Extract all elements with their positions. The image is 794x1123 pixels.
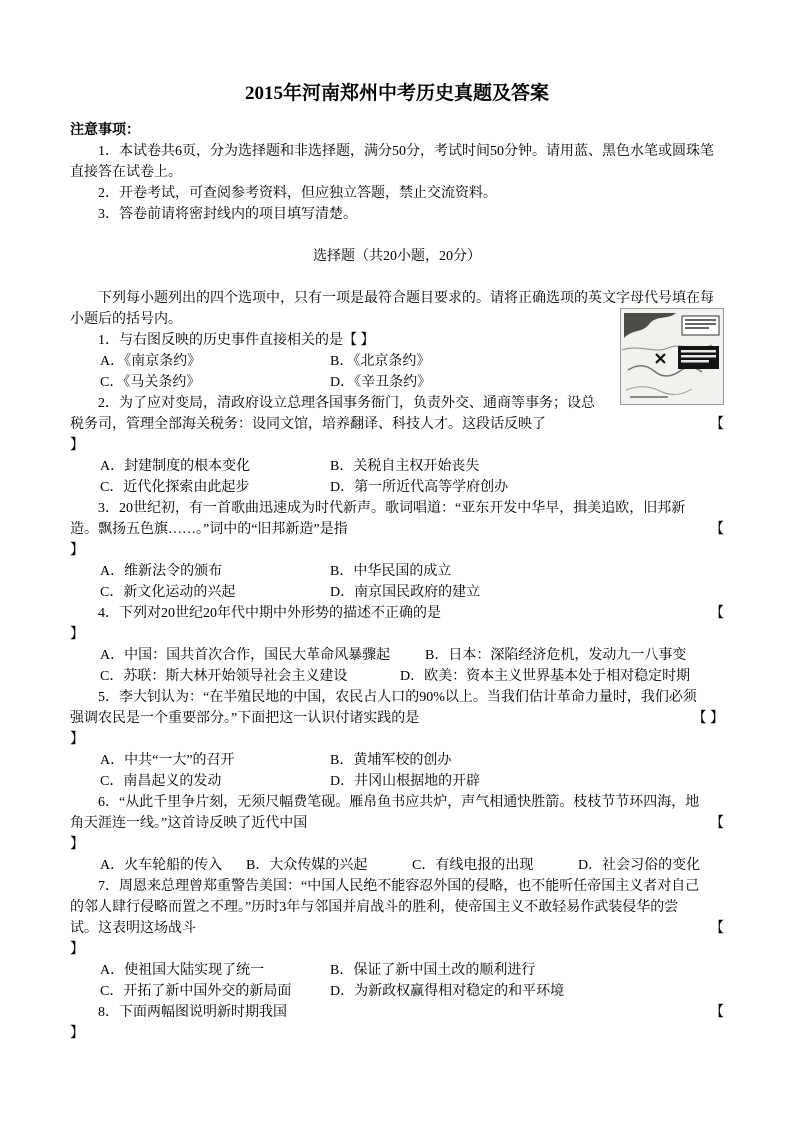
question-7 (70, 876, 724, 1002)
question-stem-text: 5．李大钊认为：“在半殖民地的中国，农民占人口的90%以上。当我们估计革命力量时，我们必须强调农民是一个重要部分。”下面把这一认识付诸实践的是 (70, 690, 697, 726)
option-d: D．井冈山根据地的开辟 (330, 774, 481, 789)
question-options-row (70, 477, 724, 498)
option-b: B．关税自主权开始丧失 (330, 459, 480, 474)
question-4 (70, 603, 724, 687)
map-image (620, 308, 724, 405)
notice-heading: 注意事项： (70, 123, 140, 138)
answer-bracket-open: 【 (710, 417, 724, 432)
question-5 (70, 687, 724, 792)
question-stem (70, 687, 724, 729)
question-stem-text: 2．为了应对变局，清政府设立总理各国事务衙门，负责外交、通商等事务；设总税务司，管理全部海关税务：设同文馆，培养翻译、科技人才。这段话反映了 (70, 396, 595, 432)
question-options-row (70, 561, 724, 582)
option-b: B．黄埔军校的创办 (330, 753, 452, 768)
answer-bracket-close: 】 (70, 837, 84, 852)
answer-bracket-close: 】 (70, 627, 84, 642)
section-intro: 下列每小题列出的四个选项中，只有一项是最符合题目要求的。请将正确选项的英文字母代号填在每小题后的括号内。 (70, 291, 714, 327)
answer-bracket-close: 】 (70, 942, 84, 957)
question-options-row (70, 582, 724, 603)
question-options-row (70, 960, 724, 981)
option-a: A．中共“一大”的召开 (100, 753, 235, 768)
option-a: A．使祖国大陆实现了统一 (100, 963, 265, 978)
question-stem (70, 792, 724, 834)
option-b: B．中华民国的成立 (330, 564, 452, 579)
answer-bracket-open: 【 (710, 522, 724, 537)
answer-bracket-close: 】 (70, 543, 84, 558)
answer-bracket-open: 【 (710, 606, 724, 621)
option-d: D．《辛丑条约》 (330, 375, 432, 390)
question-6 (70, 792, 724, 876)
question-options-row (70, 645, 724, 666)
question-stem (70, 603, 724, 624)
notice-item: 2．开卷考试，可查阅参考资料，但应独立答题，禁止交流资料。 (98, 186, 497, 201)
question-stem-text: 6．“从此千里争片刻，无须尺幅费笔砚。雁帛鱼书应共炉，声气相通快胜箭。枝枝节节环四海，地角天涯连一线。”这首诗反映了近代中国 (70, 795, 700, 831)
option-a: A．《南京条约》 (100, 354, 202, 369)
answer-bracket-open: 【 (710, 816, 724, 831)
answer-bracket-open: 【 (710, 921, 724, 936)
page-title: 2015年河南郑州中考历史真题及答案 (244, 83, 549, 104)
option-d: D．社会习俗的变化 (578, 858, 701, 873)
question-options-row (70, 855, 724, 876)
questions-block (70, 330, 724, 1044)
option-b: B．保证了新中国土改的顺利进行 (330, 963, 536, 978)
option-a: A．封建制度的根本变化 (100, 459, 251, 474)
option-c: C．新文化运动的兴起 (100, 585, 236, 600)
answer-bracket-open: 【 (710, 1005, 724, 1020)
option-c: C．近代化探索由此起步 (100, 480, 250, 495)
answer-bracket-close: 】 (70, 1026, 84, 1041)
answer-bracket-close: 】 (70, 732, 84, 747)
option-c: C．《马关条约》 (100, 375, 201, 390)
question-stem (70, 1002, 724, 1023)
question-stem-text: 1．与右图反映的历史事件直接相关的是 (98, 333, 343, 348)
notice-item: 1．本试卷共6页，分为选择题和非选择题，满分50分，考试时间50分钟。请用蓝、黑色水笔或圆珠笔直接答在试卷上。 (70, 144, 714, 180)
question-stem (70, 330, 724, 351)
option-d: D．欧美：资本主义世界基本处于相对稳定时期 (400, 669, 691, 684)
question-stem-text: 4．下列对20世纪20年代中期中外形势的描述不正确的是 (98, 606, 441, 621)
option-a: A．火车轮船的传入 (100, 858, 223, 873)
option-d: D．为新政权赢得相对稳定的和平环境 (330, 984, 565, 999)
option-b: B．大众传媒的兴起 (246, 858, 368, 873)
question-8 (70, 1002, 724, 1044)
option-b: B．日本：深陷经济危机，发动九一八事变 (425, 648, 687, 663)
question-stem (70, 876, 724, 939)
question-stem-text: 7．周恩来总理曾郑重警告美国：“中国人民绝不能容忍外国的侵略，也不能听任帝国主义者对自己的邻人肆行侵略而置之不理。”历时3年与邻国并肩战斗的胜利，使帝国主义不敢轻易作武装侵华的尝试。这表明这场战斗 (70, 879, 700, 936)
question-2 (70, 393, 724, 498)
option-c: C．苏联：斯大林开始领导社会主义建设 (100, 669, 348, 684)
option-a: A．中国：国共首次合作，国民大革命风暴骤起 (100, 648, 391, 663)
question-options-row (70, 666, 724, 687)
question-stem-text: 3．20世纪初，有一首歌曲迅速成为时代新声。歌词唱道：“亚东开发中华早，揖美追欧，旧邦新造。飘扬五色旗……。”词中的“旧邦新造”是指 (70, 501, 686, 537)
question1-map-figure (620, 308, 724, 405)
question-options-row (70, 750, 724, 771)
option-d: D．南京国民政府的建立 (330, 585, 481, 600)
option-c: C．南昌起义的发动 (100, 774, 222, 789)
question-stem (70, 393, 724, 435)
question-stem-text: 8．下面两幅图说明新时期我国 (98, 1005, 287, 1020)
question-options-row (70, 771, 724, 792)
option-a: A．维新法令的颁布 (100, 564, 223, 579)
option-b: B．《北京条约》 (330, 354, 431, 369)
option-c: C．有线电报的出现 (412, 858, 534, 873)
answer-bracket: 【 】 (343, 333, 375, 348)
answer-bracket-open: 【 】 (692, 711, 724, 726)
question-3 (70, 498, 724, 603)
notice-item: 3．答卷前请将密封线内的项目填写清楚。 (98, 207, 357, 222)
option-d: D．第一所近代高等学府创办 (330, 480, 509, 495)
answer-bracket-close: 】 (70, 438, 84, 453)
question-options-row (70, 456, 724, 477)
question-stem (70, 498, 724, 540)
section-heading: 选择题（共20小题，20分） (313, 249, 481, 264)
option-c: C．开拓了新中国外交的新局面 (100, 984, 292, 999)
question-options-row (70, 981, 724, 1002)
